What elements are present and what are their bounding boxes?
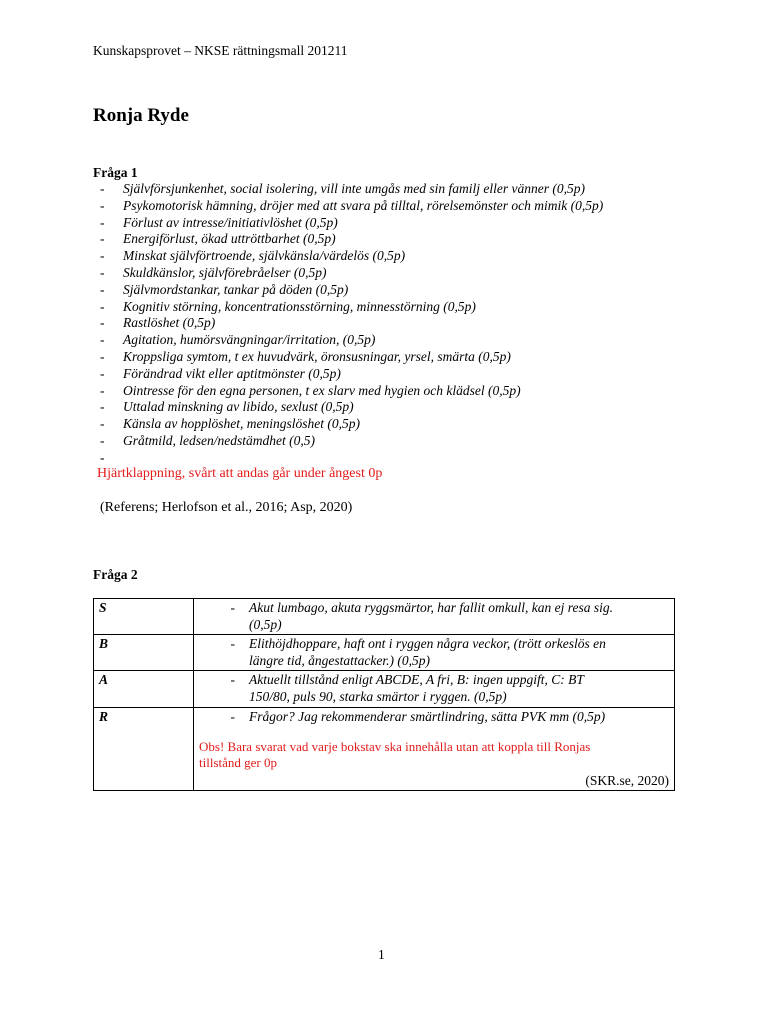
dash-bullet: - — [100, 315, 105, 331]
sbar-text: Elithöjdhoppare, haft ont i ryggen några veckor, (trött orkeslös en — [249, 636, 606, 652]
sbar-text: (0,5p) — [249, 616, 282, 632]
sbar-content — [194, 671, 675, 707]
list-item — [96, 332, 603, 349]
sbar-letter: S — [94, 599, 194, 635]
sbar-table — [93, 598, 675, 791]
sbar-text: Frågor? Jag rekommenderar smärtlindring, sätta PVK mm (0,5p) — [249, 708, 606, 724]
sbar-text: Akut lumbago, akuta ryggsmärtor, har fallit omkull, kan ej resa sig. — [249, 600, 613, 615]
dash-bullet: - — [100, 449, 105, 465]
list-item-text: Rastlöshet (0,5p) — [123, 315, 216, 331]
list-item-text: Kognitiv störning, koncentrationsstörning, minnesstörning (0,5p) — [123, 298, 476, 314]
list-item — [96, 349, 603, 366]
list-item — [96, 248, 603, 265]
sbar-text: längre tid, ångestattacker.) (0,5p) — [249, 652, 430, 668]
dash-bullet: - — [100, 332, 105, 348]
dash-bullet: - — [100, 382, 105, 398]
dash-bullet: - — [100, 214, 105, 230]
list-item-text: Kroppsliga symtom, t ex huvudvärk, öronsusningar, yrsel, smärta (0,5p) — [123, 348, 511, 364]
dash-bullet: - — [230, 636, 235, 652]
dash-bullet: - — [100, 399, 105, 415]
table-row — [94, 671, 675, 707]
list-item — [96, 383, 603, 400]
list-item-text: Förlust av intresse/initiativlöshet (0,5p) — [123, 214, 338, 230]
sbar-text: Aktuellt tillstånd enligt ABCDE, A fri, B: ingen uppgift, C: BT — [249, 672, 584, 688]
dash-bullet: - — [100, 416, 105, 432]
list-item-text: Skuldkänslor, självförebråelser (0,5p) — [123, 264, 327, 280]
dash-bullet: - — [100, 298, 105, 314]
sbar-letter: B — [94, 635, 194, 671]
list-item — [96, 366, 603, 383]
sbar-letter: A — [94, 671, 194, 707]
dash-bullet: - — [100, 231, 105, 247]
list-item — [96, 265, 603, 282]
sbar-content — [194, 707, 675, 791]
question-2-heading: Fråga 2 — [93, 567, 138, 582]
list-item — [96, 315, 603, 332]
list-item-text: Självmordstankar, tankar på döden (0,5p) — [123, 281, 349, 297]
question-2-source: (SKR.se, 2020) — [585, 773, 669, 789]
list-item-text: Gråtmild, ledsen/nedstämdhet (0,5) — [123, 432, 315, 448]
list-item — [96, 299, 603, 316]
table-row — [94, 635, 675, 671]
list-item-text: Ointresse för den egna personen, t ex slarv med hygien och klädsel (0,5p) — [123, 382, 521, 398]
list-item-text: Minskat självförtroende, självkänsla/värdelös (0,5p) — [123, 248, 406, 264]
list-item-text: Uttalad minskning av libido, sexlust (0,5p) — [123, 399, 354, 415]
list-item — [96, 450, 603, 467]
list-item — [96, 399, 603, 416]
list-item-text: Förändrad vikt eller aptitmönster (0,5p) — [123, 365, 341, 381]
grading-note-line: tillstånd ger 0p — [199, 755, 277, 771]
dash-bullet: - — [100, 248, 105, 264]
table-row — [94, 707, 675, 791]
question-2-grading-note — [199, 739, 669, 771]
grading-note-line: Obs! Bara svarat vad varje bokstav ska innehålla utan att koppla till Ronjas — [199, 739, 591, 755]
dash-bullet: - — [100, 432, 105, 448]
sbar-text: 150/80, puls 90, starka smärtor i ryggen. (0,5p) — [249, 688, 507, 704]
list-item-text: Psykomotorisk hämning, dröjer med att svara på tilltal, rörelsemönster och mimik (0,5p) — [123, 197, 604, 213]
document-header: Kunskapsprovet – NKSE rättningsmall 201211 — [93, 43, 348, 58]
dash-bullet: - — [100, 181, 105, 196]
page-number: 1 — [378, 947, 385, 962]
dash-bullet: - — [230, 672, 235, 688]
list-item — [96, 433, 603, 450]
dash-bullet: - — [100, 264, 105, 280]
sbar-letter: R — [94, 707, 194, 791]
question-1-heading: Fråga 1 — [93, 165, 138, 180]
list-item — [96, 416, 603, 433]
dash-bullet: - — [100, 365, 105, 381]
dash-bullet: - — [100, 197, 105, 213]
list-item-text: Självförsjunkenhet, social isolering, vill inte umgås med sin familj eller vänner (0,5p) — [123, 181, 585, 196]
dash-bullet: - — [100, 348, 105, 364]
list-item — [96, 282, 603, 299]
list-item-text: Energiförlust, ökad uttröttbarhet (0,5p) — [123, 231, 336, 247]
question-1-reference: (Referens; Herlofson et al., 2016; Asp, 2020) — [100, 500, 353, 515]
dash-bullet: - — [100, 281, 105, 297]
dash-bullet: - — [230, 600, 235, 615]
question-1-answer-list — [96, 181, 603, 467]
sbar-content — [194, 599, 675, 635]
table-row — [94, 599, 675, 635]
question-1-grading-note: Hjärtklappning, svårt att andas går under ångest 0p — [97, 466, 383, 481]
list-item — [96, 181, 603, 198]
student-name-title: Ronja Ryde — [93, 105, 189, 126]
dash-bullet: - — [230, 708, 235, 724]
list-item-text: Känsla av hopplöshet, meningslöshet (0,5p) — [123, 416, 360, 432]
list-item — [96, 198, 603, 215]
sbar-content — [194, 635, 675, 671]
list-item — [96, 215, 603, 232]
list-item — [96, 231, 603, 248]
list-item-text: Agitation, humörsvängningar/irritation, (0,5p) — [123, 332, 376, 348]
